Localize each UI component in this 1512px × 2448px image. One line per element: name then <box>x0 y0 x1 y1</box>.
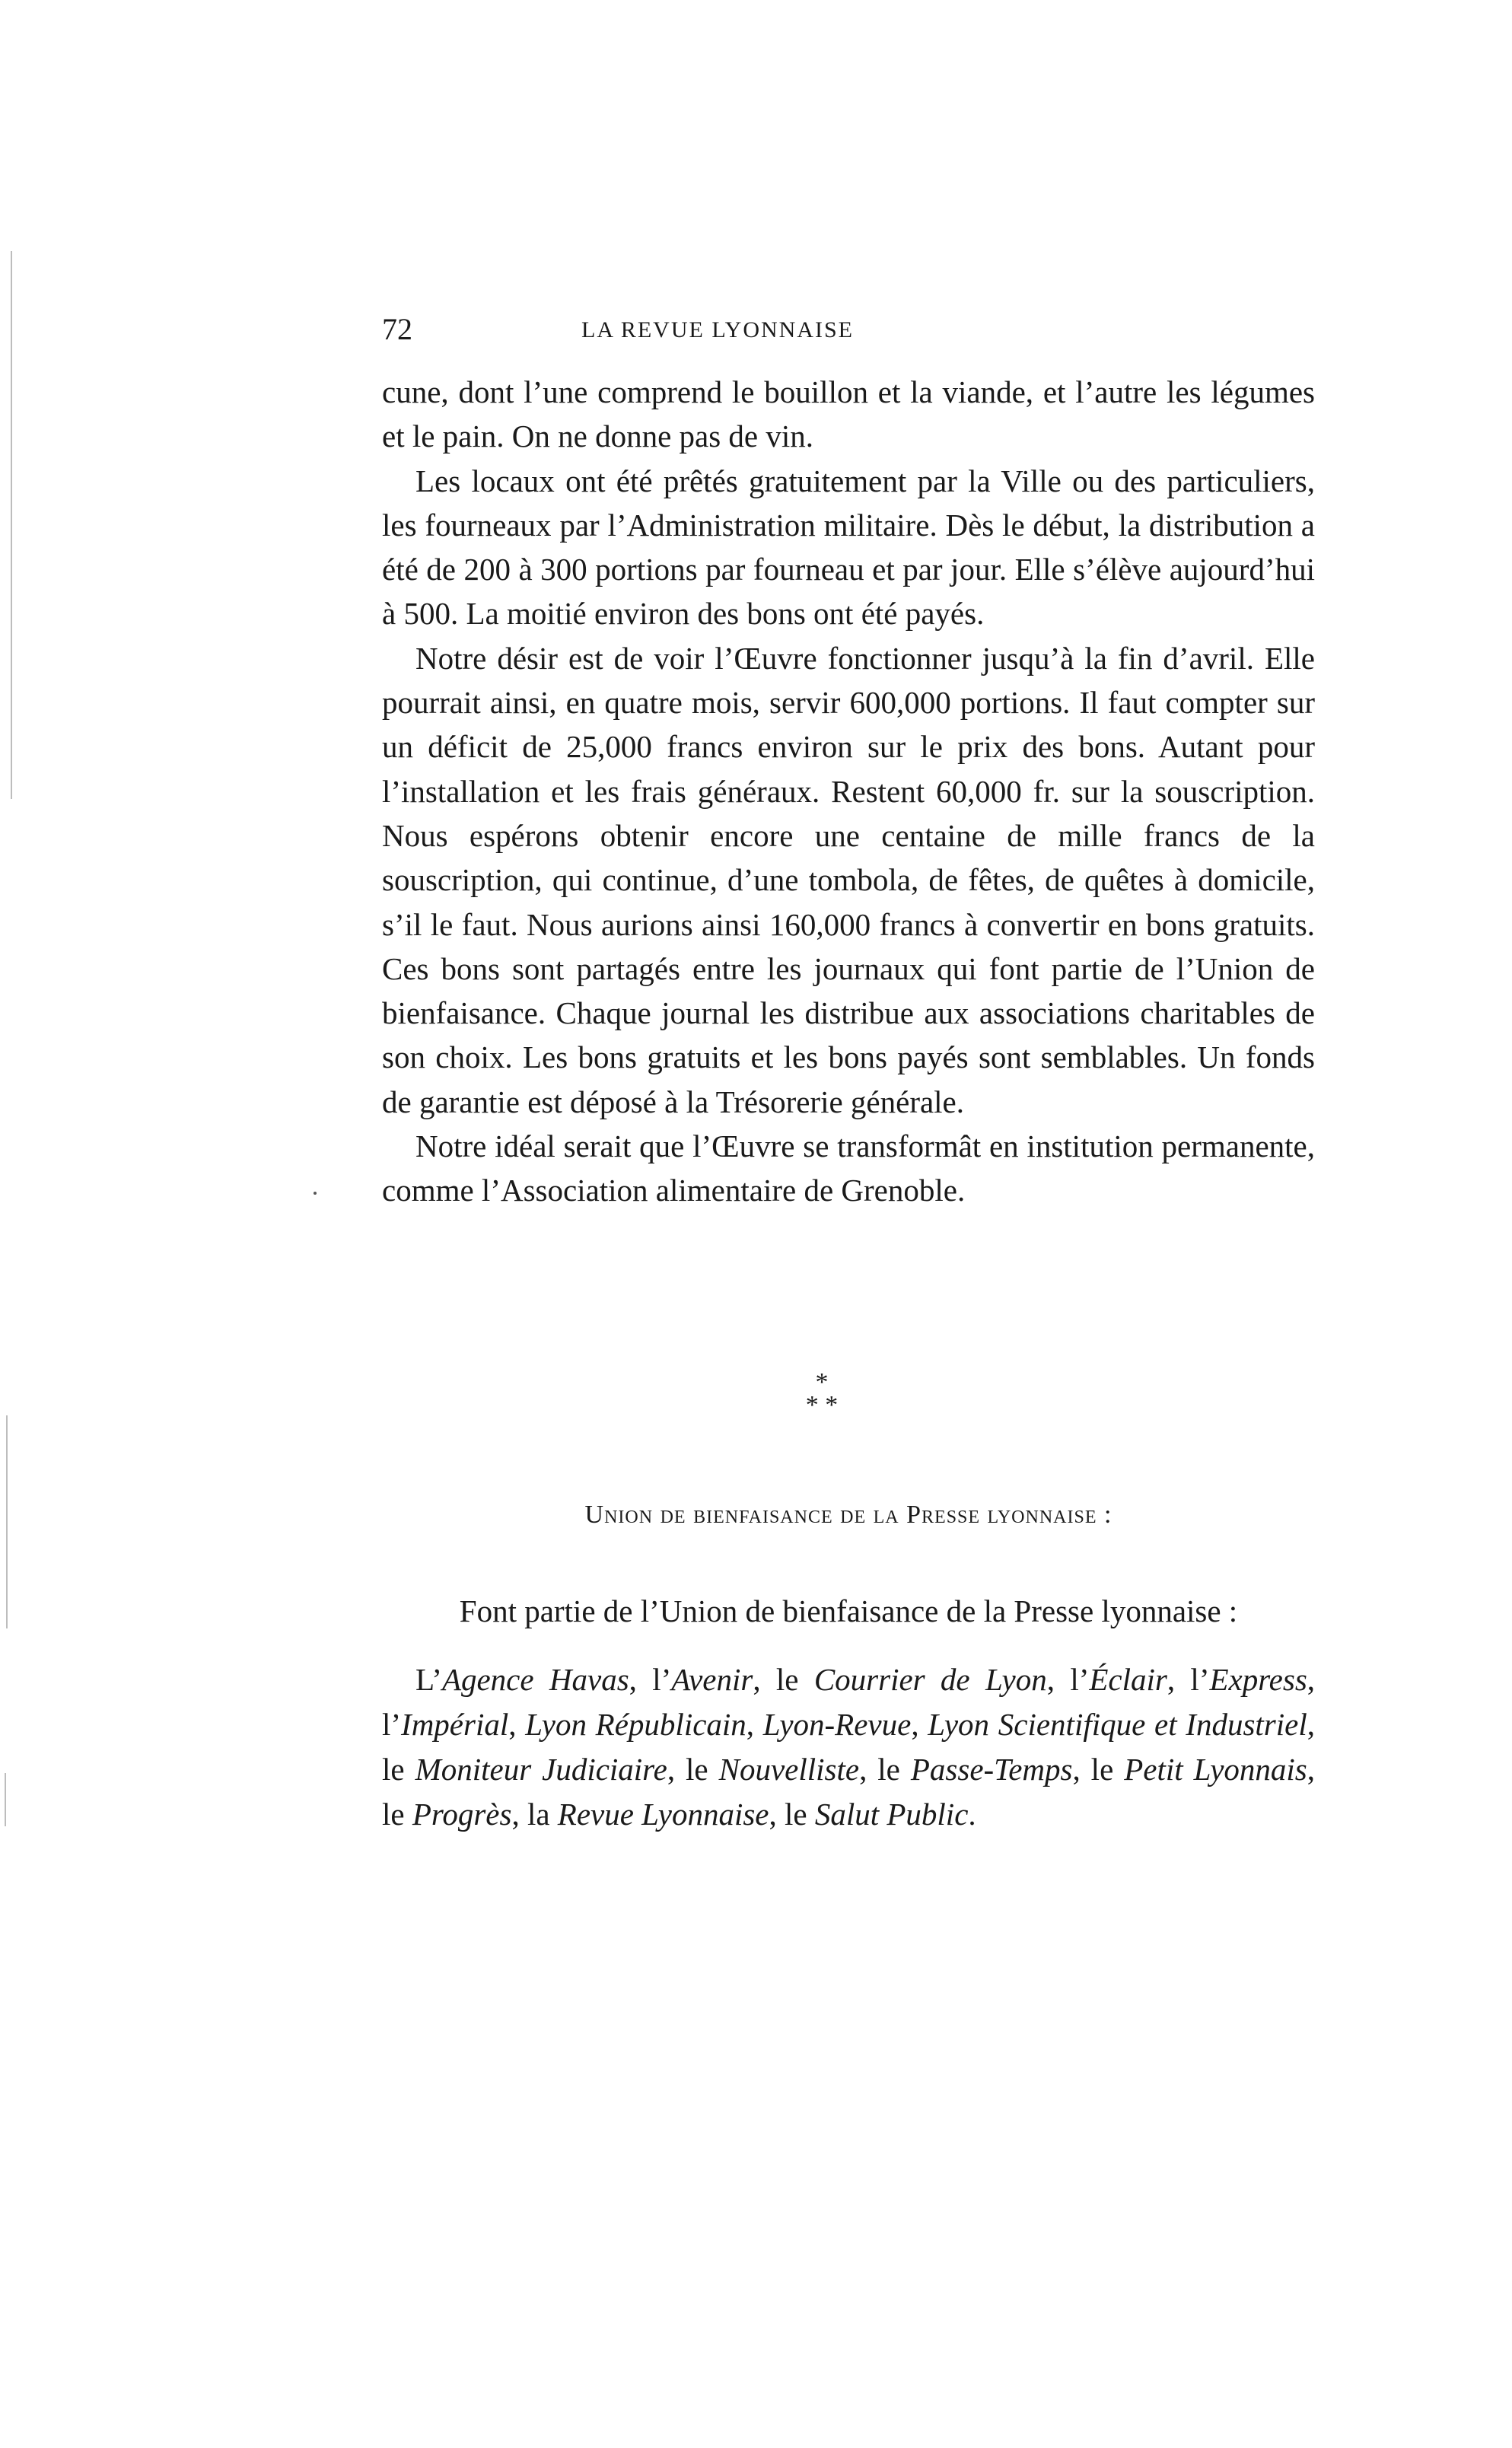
scan-edge-mark <box>6 1415 8 1628</box>
newspaper-name: Lyon Scientifique et Industriel <box>928 1707 1307 1742</box>
paragraph: Notre idéal serait que l’Œuvre se transformât en institution permanente, comme l’Association alimentaire de Grenoble. <box>382 1128 1315 1208</box>
scan-edge-mark <box>11 251 12 799</box>
list-text: , la <box>511 1797 558 1832</box>
running-head <box>382 310 985 349</box>
member-newspaper-list <box>382 1657 1315 1837</box>
page-number: 72 <box>382 312 412 346</box>
asterism-bottom: * * <box>805 1391 839 1419</box>
section-title: Union de bienfaisance de la Presse lyonnaise : <box>584 1501 1113 1529</box>
list-text: , le <box>753 1662 814 1697</box>
paragraph: cune, dont l’une comprend le bouillon et la viande, et l’autre les légumes et le pain. On ne donne pas de vin. <box>382 374 1315 454</box>
list-text: , l’ <box>1167 1662 1210 1697</box>
newspaper-name: Passe-Temps <box>910 1752 1073 1787</box>
paragraph: Les locaux ont été prêtés gratuitement par la Ville ou des particuliers, les fourneaux par l’Administration militaire. Dès le début, la distribution a été de 200 à 300 portions par fourneau et par jour. Elle s’élève aujourd’hui à 500. La moitié environ des bons ont été payés. <box>382 463 1315 632</box>
newspaper-name: Revue Lyonnaise <box>557 1797 769 1832</box>
newspaper-name: Courrier de Lyon <box>813 1662 1047 1697</box>
list-text: , le <box>1072 1752 1125 1787</box>
list-text: L’ <box>415 1662 442 1697</box>
newspaper-name: Lyon-Revue <box>762 1707 912 1742</box>
asterism-separator <box>776 1368 867 1432</box>
newspaper-name: Moniteur Judiciaire <box>415 1752 667 1787</box>
paragraph: Notre désir est de voir l’Œuvre fonctionner jusqu’à la fin d’avril. Elle pourrait ainsi, en quatre mois, servir 600,000 portions. Il faut compter sur un déficit de 25,000 francs environ sur le prix des bons. Autant pour l’installation et les frais généraux. Restent 60,000 fr. sur la souscription. Nous espérons obtenir encore une centaine de mille francs de la souscription, qui continue, d’une tombola, de fêtes, de quêtes à domicile, s’il le faut. Nous aurions ainsi 160,000 francs à convertir en bons gratuits. Ces bons sont partagés entre les journaux qui font partie de l’Union de bienfaisance. Chaque journal les distribue aux associations charitables de son choix. Les bons gratuits et les bons payés sont semblables. Un fonds de garantie est déposé à la Trésorerie générale. <box>382 640 1315 1119</box>
list-text: , le <box>859 1752 911 1787</box>
running-title: LA REVUE LYONNAISE <box>581 317 854 342</box>
list-text: , le <box>667 1752 719 1787</box>
asterism-top: * <box>815 1368 829 1396</box>
newspaper-name: Progrès <box>412 1797 512 1832</box>
body-text <box>382 370 1315 1213</box>
newspaper-name: Petit Lyonnais <box>1124 1752 1307 1787</box>
list-text: , le <box>382 1752 1316 1832</box>
newspaper-name: Salut Public <box>814 1797 969 1832</box>
newspaper-name: Express <box>1209 1662 1307 1697</box>
newspaper-name: Avenir <box>671 1662 753 1697</box>
list-text: , l’ <box>382 1662 1316 1742</box>
scan-edge-mark <box>314 1192 317 1195</box>
list-text: , <box>746 1707 763 1742</box>
list-text: , le <box>769 1797 815 1832</box>
list-text: , l’ <box>1046 1662 1090 1697</box>
section-lead: Font partie de l’Union de bienfaisance de la Presse lyonnaise : <box>459 1593 1238 1628</box>
list-text: . <box>968 1797 976 1832</box>
newspaper-name: Nouvelliste <box>718 1752 860 1787</box>
list-text: , <box>508 1707 526 1742</box>
newspaper-name: Éclair <box>1089 1662 1167 1697</box>
newspaper-name: Agence Havas <box>441 1662 629 1697</box>
list-text: , l’ <box>629 1662 672 1697</box>
list-text: , <box>911 1707 928 1742</box>
newspaper-name: Lyon Républicain <box>525 1707 746 1742</box>
newspaper-name: Impérial <box>401 1707 509 1742</box>
list-text: , le <box>382 1707 1315 1787</box>
scan-edge-mark <box>5 1773 6 1826</box>
